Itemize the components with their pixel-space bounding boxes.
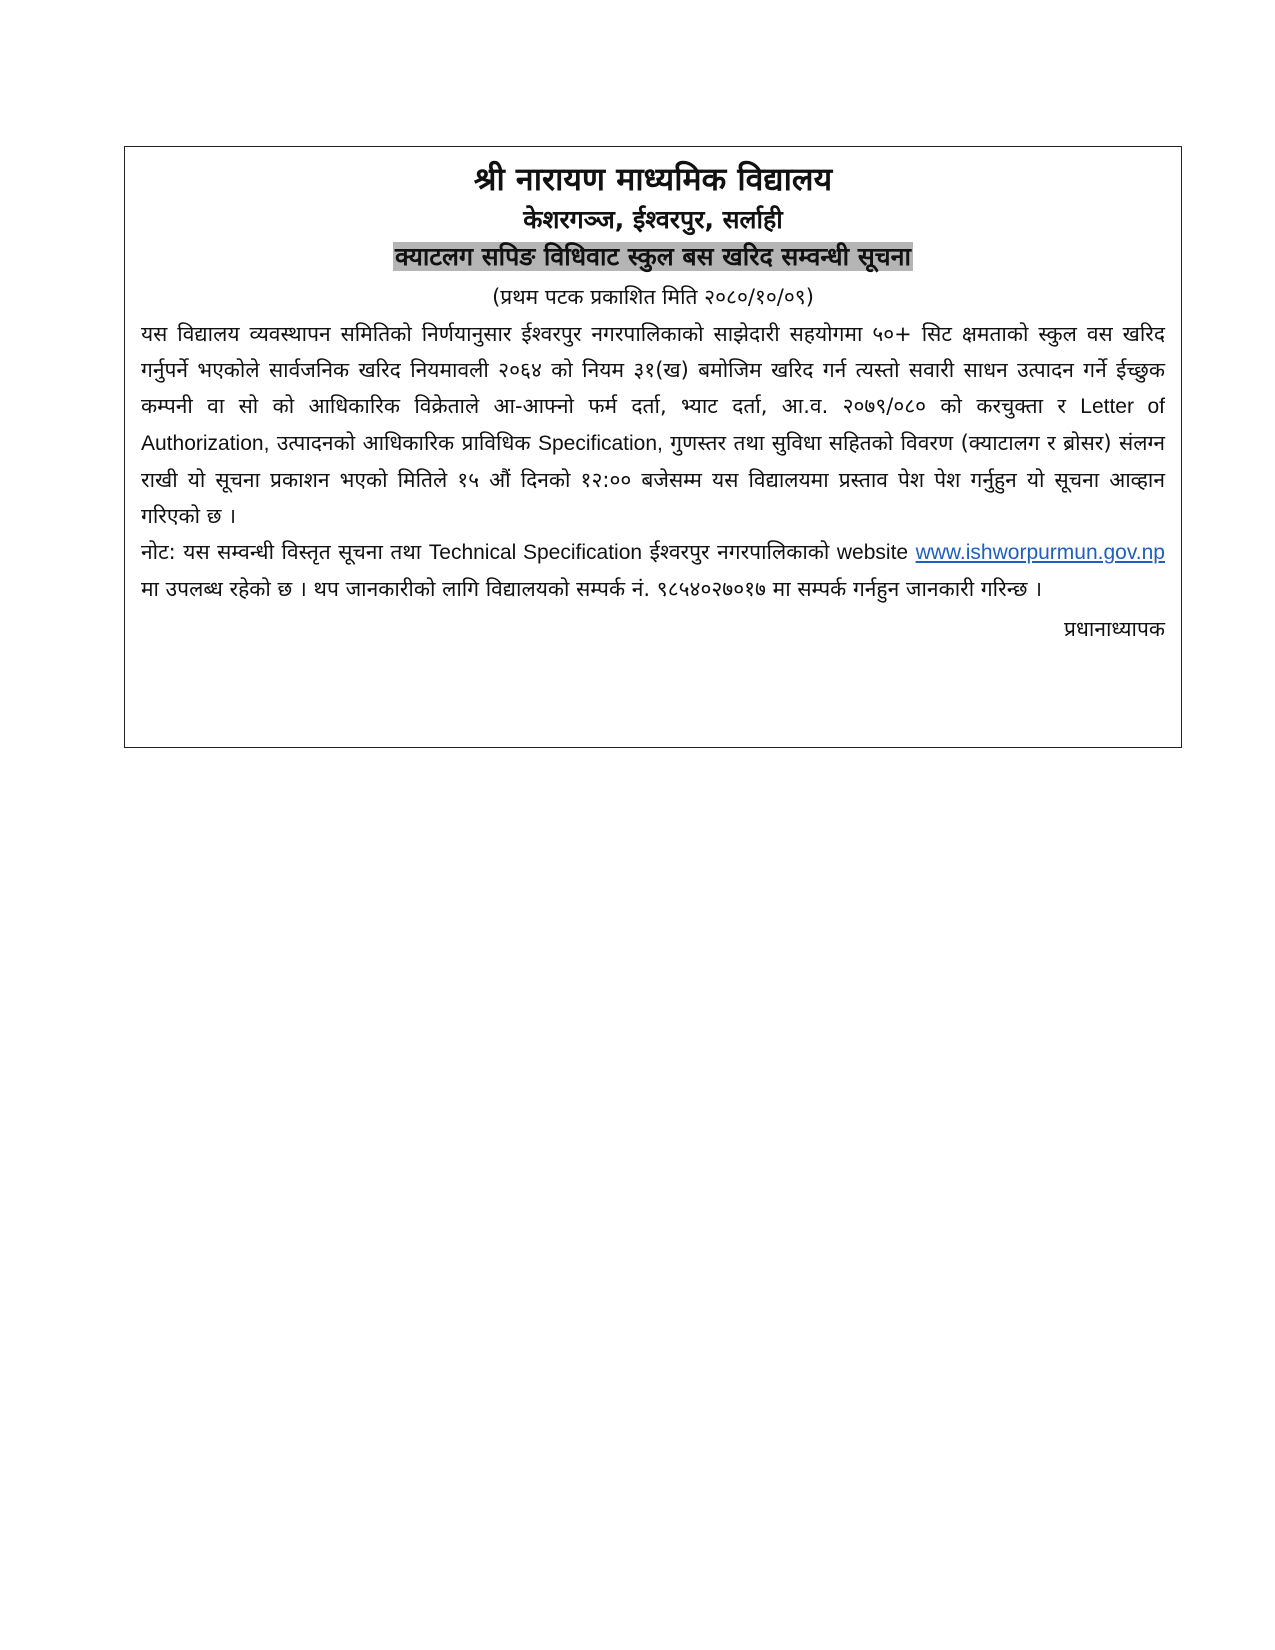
notice-box [124,146,1182,748]
website-link[interactable]: www.ishworpurmun.gov.np [915,541,1165,564]
body-text-2: उत्पादनको आधिकारिक प्राविधिक [269,431,538,455]
school-name: श्री नारायण माध्यमिक विद्यालय [473,160,833,198]
body-text-1: यस विद्यालय व्यवस्थापन समितिको निर्णयानुसार ईश्वरपुर नगरपालिकाको साझेदारी सहयोगमा ५०+ सिट क्षमताको स्कुल वस खरिद गर्नुपर्ने भएकोले सार्वजनिक खरिद नियमावली २०६४ को नियम ३१(ख) बमोजिम खरिद गर्न त्यस्तो सवारी साधन उत्पादन गर्ने ईच्छुक कम्पनी वा सो को आधिकारिक विक्रेताले आ-आफ्नो फर्म दर्ता, भ्याट दर्ता, आ.व. २०७९/०८० को करचुक्ता र [141,322,1165,418]
body-text-3: गुणस्तर तथा सुविधा सहितको विवरण (क्याटालग र ब्रोसर) संलग्न राखी यो सूचना प्रकाशन भएको मितिले १५ औं दिनको १२:०० बजेसम्म यस विद्यालयमा प्रस्ताव पेश पेश गर्नुहुन यो सूचना आव्हान गरिएको छ । [141,431,1165,528]
school-address: केशरगञ्ज, ईश्वरपुर, सर्लाही [523,205,783,234]
notice-body [141,316,1165,534]
publish-date: (प्रथम पटक प्रकाशित मिति २०८०/१०/०९) [492,285,814,309]
body-text-latin-1: Letter of Authorization, [141,395,1165,455]
signature: प्रधानाध्यापक [1064,617,1165,641]
note-text-latin-2: website [836,541,909,564]
note-text-1: नोट: यस सम्वन्धी विस्तृत सूचना तथा [141,540,429,564]
note-text-latin-1: Technical Specification [428,541,643,564]
note-text-2: ईश्वरपुर नगरपालिकाको [642,540,837,564]
body-text-latin-2: Specification, [537,432,663,455]
note-text-3: मा उपलब्ध रहेको छ । थप जानकारीको लागि विद्यालयको सम्पर्क नं. ९८५४०२७०१७ मा सम्पर्क गर्नहुन जानकारी गरिन्छ । [141,577,1043,601]
notice-note [141,534,1165,607]
notice-title: क्याटलग सपिङ विधिवाट स्कुल बस खरिद सम्वन्धी सूचना [395,242,911,271]
notice-title-wrap [141,239,1165,278]
